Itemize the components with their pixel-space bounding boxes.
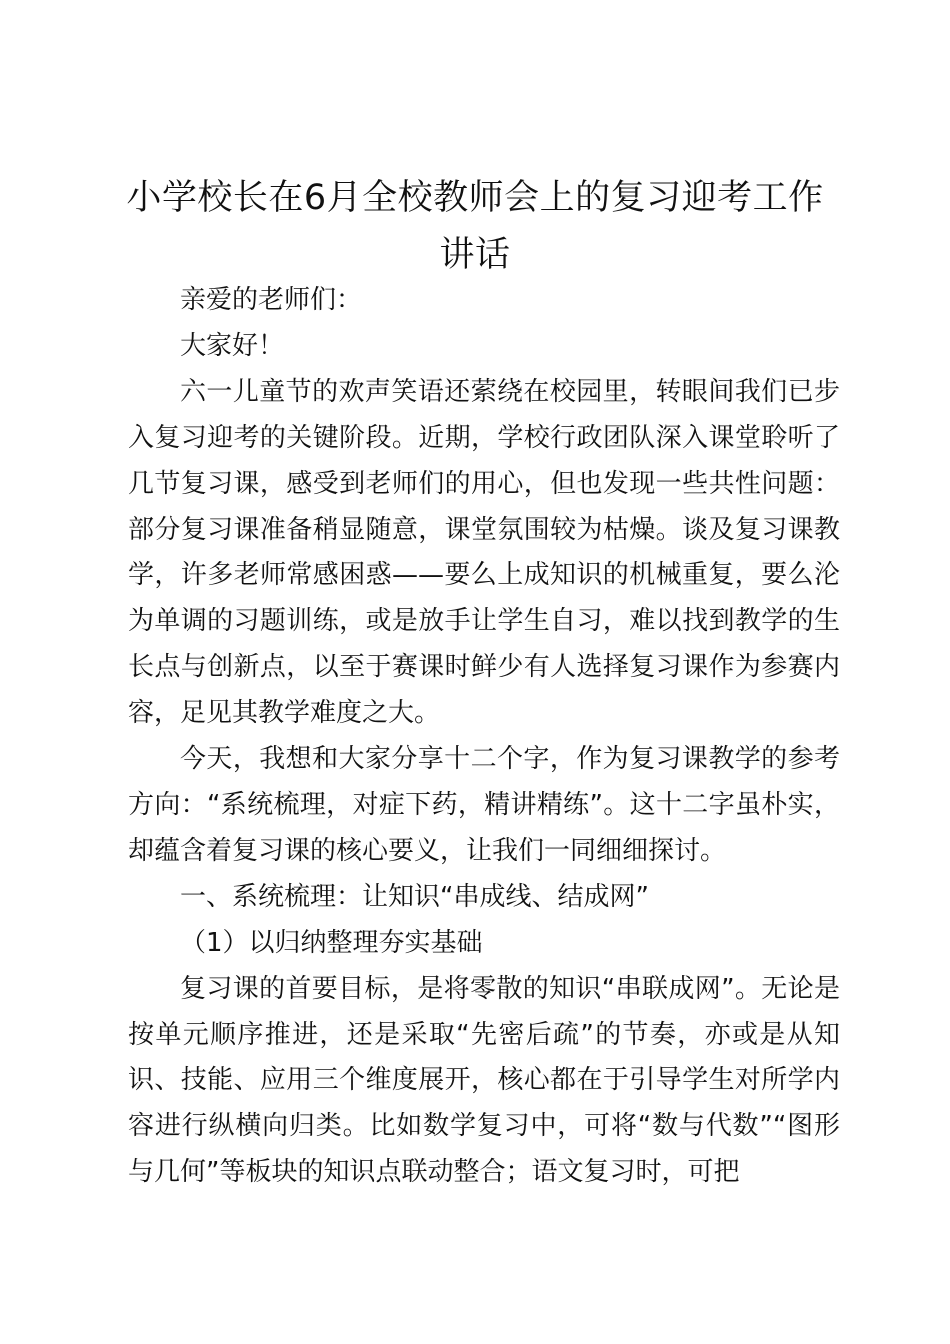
- subsection-heading-1: （1）以归纳整理夯实基础: [180, 927, 483, 958]
- section-heading-1: 一、系统梳理：让知识“串成线、结成网”: [180, 881, 649, 912]
- paragraph-intro: 六一儿童节的欢声笑语还萦绕在校园里，转眼间我们已步入复习迎考的关键阶段。近期，学校行政团队深入课堂聆听了几节复习课，感受到老师们的用心，但也发现一些共性问题：部分复习课准备稍显随意，课堂氛围较为枯燥。谈及复习课教学，许多老师常感困惑——要么上成知识的机械重复，要么沦为单调的习题训练，或是放手让学生自习，难以找到教学的生长点与创新点，以至于赛课时鲜少有人选择复习课作为参赛内容，足见其教学难度之大。: [128, 376, 840, 729]
- paragraph-theme: 今天，我想和大家分享十二个字，作为复习课教学的参考方向：“系统梳理，对症下药，精讲精练”。这十二字虽朴实，却蕴含着复习课的核心要义，让我们一同细细探讨。: [128, 744, 840, 866]
- salutation: 亲爱的老师们：: [180, 285, 363, 315]
- paragraph-review: 复习课的首要目标，是将零散的知识“串联成网”。无论是按单元顺序推进，还是采取“先密后疏”的节奏，亦或是从知识、技能、应用三个维度展开，核心都在于引导学生对所学内容进行纵横向归类。比如数学复习中，可将“数与代数”“图形与几何”等板块的知识点联动整合；语文复习时，可把: [128, 973, 840, 1188]
- greeting: 大家好！: [180, 330, 285, 361]
- document-title: 小学校长在6月全校教师会上的复习迎考工作讲话: [126, 178, 824, 275]
- document-body: [128, 278, 840, 1196]
